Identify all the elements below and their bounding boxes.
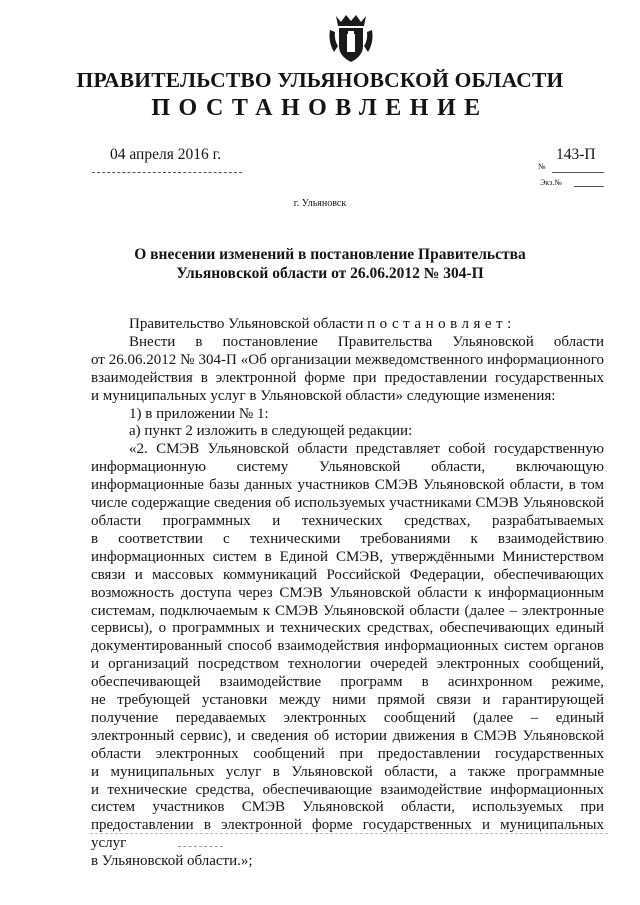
body-line: получение передаваемых электронных сообщений (далее – единый: [91, 709, 604, 726]
body-line: системам, подключаемым к СМЭВ Ульяновской области (далее – электронные: [91, 602, 604, 619]
government-title: ПРАВИТЕЛЬСТВО УЛЬЯНОВСКОЙ ОБЛАСТИ: [76, 68, 564, 92]
body-line: информационные базы данных участников СМЭВ Ульяновской области, в том: [91, 477, 604, 494]
copy-number-label: Экз.№: [540, 178, 562, 187]
subject-line: Ульяновской области от 26.06.2012 № 304-П: [176, 265, 484, 282]
body-line: не требующей установки между ними прямой связи и гарантирующей: [91, 692, 604, 709]
body-line: систем участников СМЭВ Ульяновской области, используемых при: [91, 799, 604, 816]
body-line: числе содержащие сведения об используемых участниками СМЭВ Ульяновской: [91, 495, 604, 512]
body-line: области электронных сообщений при предоставлении государственных: [91, 745, 604, 762]
body-line: «2. СМЭВ Ульяновской области представляет собой государственную: [129, 441, 604, 458]
preamble: [91, 316, 604, 334]
body-line: предоставлении в электронной форме государственных и муниципальных услуг: [91, 817, 604, 852]
document-body: [91, 316, 604, 871]
body-line: документированный способ взаимодействия информационных систем органов: [91, 638, 604, 655]
coat-of-arms-icon: [328, 12, 374, 64]
document-type: ПОСТАНОВЛЕНИЕ: [151, 95, 489, 121]
number-label: №: [538, 162, 546, 171]
body-line: возможность доступа через СМЭВ Ульяновской области к информационным: [91, 584, 604, 601]
preamble-text: Правительство Ульяновской области: [129, 316, 368, 332]
page-bottom-dash: [178, 846, 223, 847]
body-line: и муниципальных услуг в Ульяновской области, а также программные: [91, 763, 604, 780]
body-line: электронный сервис), и сведения об истории движения в СМЭВ Ульяновской: [91, 727, 604, 744]
number-underline: [552, 172, 604, 173]
document-date: 04 апреля 2016 г.: [110, 146, 222, 163]
document-subject: [120, 245, 540, 283]
body-line: сервисы), о программных и технических средствах, обеспечивающих единый: [91, 620, 604, 637]
document-number: 143-П: [556, 146, 596, 163]
body-line: области программных и технических средствах, разрабатываемых: [91, 512, 604, 529]
body-line: связи и массовых коммуникаций Российской Федерации, обеспечивающих: [91, 566, 604, 583]
subject-line: О внесении изменений в постановление Правительства: [134, 246, 526, 263]
body-line: информационную систему Ульяновской области, включающую: [91, 459, 604, 476]
page-bottom-rule: [90, 833, 608, 834]
body-line: от 26.06.2012 № 304-П «Об организации межведомственного информационного: [91, 351, 604, 368]
body-line: а) пункт 2 изложить в следующей редакции:: [129, 423, 413, 440]
body-line: обеспечивающей взаимодействие программ в асинхронном режиме,: [91, 674, 604, 691]
date-underline: [92, 172, 242, 173]
body-line: взаимодействия в электронной форме при предоставлении государственных: [91, 369, 604, 386]
body-line: в соответствии с техническими требованиями к взаимодействию: [91, 530, 604, 547]
copy-number-underline: [574, 186, 604, 187]
body-line: и технические средства, обеспечивающие взаимодействие информационных: [91, 781, 604, 798]
body-line: Внести в постановление Правительства Ульяновской области: [129, 333, 604, 350]
city: г. Ульяновск: [293, 198, 347, 209]
body-line: в Ульяновской области.»;: [91, 853, 253, 870]
preamble-verb: постановляет:: [367, 316, 516, 332]
body-line: информационных систем в Единой СМЭВ, утверждёнными Министерством: [91, 548, 604, 565]
body-line: и муниципальных услуг в Ульяновской области» следующие изменения:: [91, 387, 556, 404]
body-line: 1) в приложении № 1:: [129, 405, 269, 422]
body-line: и организаций посредством технологии очередей электронных сообщений,: [91, 656, 604, 673]
